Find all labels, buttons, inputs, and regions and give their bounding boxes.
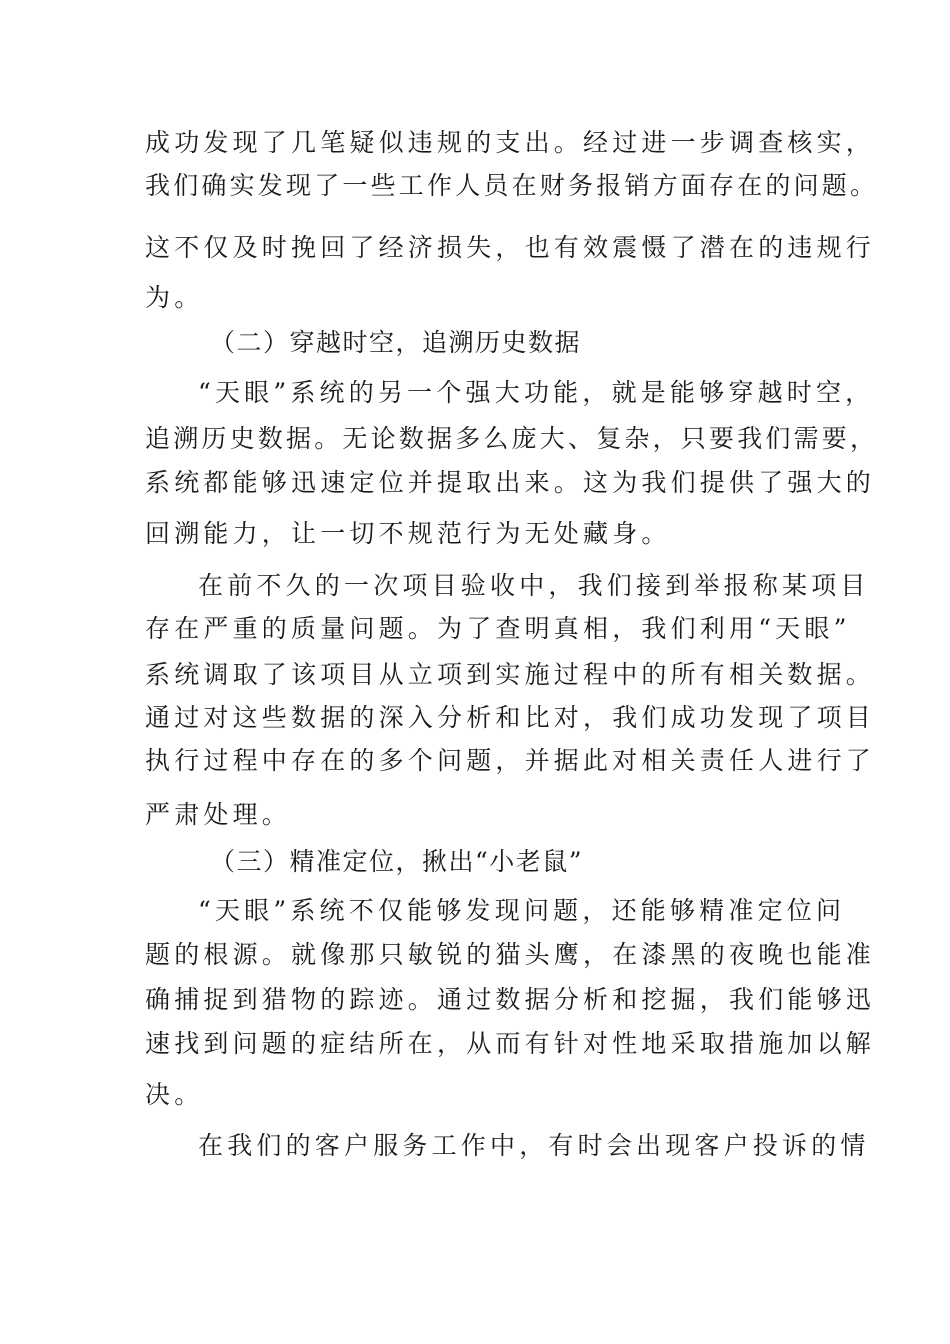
section-heading: （三）精准定位，揪出“小老鼠” bbox=[210, 847, 584, 876]
text-line: 确捕捉到猎物的踪迹。通过数据分析和挖掘，我们能够迅 bbox=[145, 985, 876, 1014]
text-line: 回溯能力，让一切不规范行为无处藏身。 bbox=[145, 519, 671, 548]
text-line: 在我们的客户服务工作中，有时会出现客户投诉的情 bbox=[198, 1131, 870, 1160]
text-line: 我们确实发现了一些工作人员在财务报销方面存在的问题。 bbox=[145, 171, 879, 200]
section-heading: （二）穿越时空，追溯历史数据 bbox=[210, 328, 582, 357]
text-line: 为。 bbox=[145, 283, 204, 312]
text-line: 这不仅及时挽回了经济损失，也有效震慑了潜在的违规行 bbox=[145, 233, 876, 262]
text-line: “天眼”系统的另一个强大功能，就是能够穿越时空， bbox=[198, 378, 875, 407]
text-line: 决。 bbox=[145, 1080, 204, 1109]
text-line: 严肃处理。 bbox=[145, 800, 292, 829]
text-line: 题的根源。就像那只敏锐的猫头鹰，在漆黑的夜晚也能准 bbox=[145, 940, 876, 969]
text-line: 存在严重的质量问题。为了查明真相，我们利用“天眼” bbox=[145, 614, 851, 643]
text-line: 追溯历史数据。无论数据多么庞大、复杂，只要我们需要， bbox=[145, 424, 879, 453]
text-line: “天眼”系统不仅能够发现问题，还能够精准定位问 bbox=[198, 896, 846, 925]
text-line: 系统都能够迅速定位并提取出来。这为我们提供了强大的 bbox=[145, 468, 876, 497]
text-line: 速找到问题的症结所在，从而有针对性地采取措施加以解 bbox=[145, 1029, 876, 1058]
text-line: 系统调取了该项目从立项到实施过程中的所有相关数据。 bbox=[145, 660, 876, 689]
text-line: 通过对这些数据的深入分析和比对，我们成功发现了项目 bbox=[145, 703, 876, 732]
text-line: 在前不久的一次项目验收中，我们接到举报称某项目 bbox=[198, 571, 870, 600]
text-line: 执行过程中存在的多个问题，并据此对相关责任人进行了 bbox=[145, 746, 876, 775]
text-line: 成功发现了几笔疑似违规的支出。经过进一步调查核实， bbox=[145, 128, 876, 157]
